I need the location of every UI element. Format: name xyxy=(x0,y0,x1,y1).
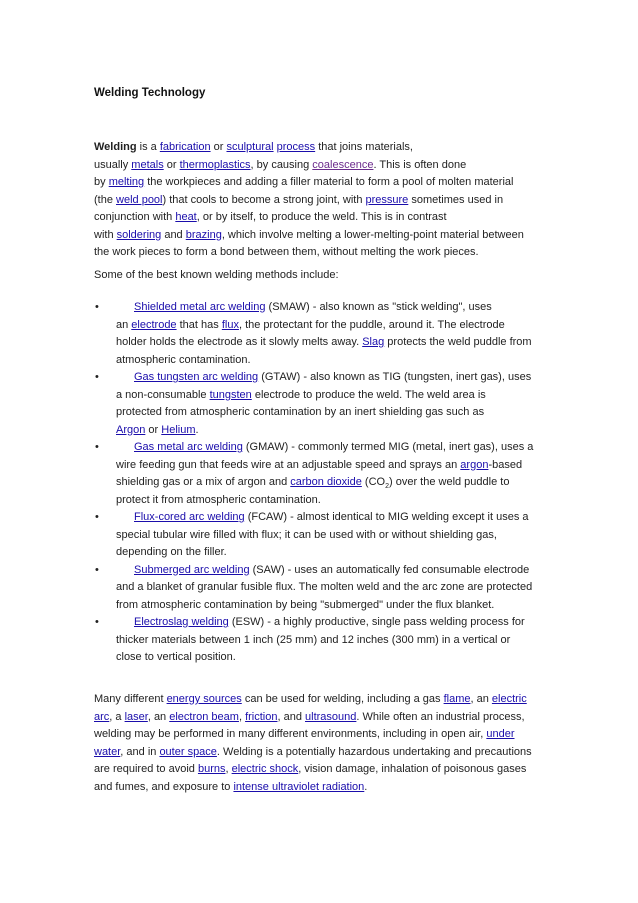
link-electrode[interactable]: electrode xyxy=(131,318,177,331)
bullet-icon: • xyxy=(95,616,99,628)
intro-paragraph xyxy=(94,139,554,262)
link-process[interactable]: process xyxy=(276,141,316,153)
text: ) over the weld puddle to xyxy=(388,476,510,488)
text: close to vertical position. xyxy=(116,651,236,663)
text: (the xyxy=(94,193,117,206)
bullet-icon: • xyxy=(95,441,99,453)
link-gtaw[interactable]: Gas tungsten arc welding xyxy=(134,371,259,383)
text: usually xyxy=(94,158,132,171)
link-gmaw[interactable]: Gas metal arc welding xyxy=(134,441,243,453)
link-flame[interactable]: flame xyxy=(443,693,471,705)
text: an xyxy=(116,318,132,331)
link-brazing[interactable]: brazing xyxy=(185,228,222,241)
text: ) that cools to become a strong joint, with xyxy=(162,193,366,206)
link-coalescence[interactable]: coalescence xyxy=(312,158,374,171)
text: , the protectant for the puddle, around it. The electrode xyxy=(238,318,505,331)
text: electrode to produce the weld. The weld area is xyxy=(251,388,486,401)
text: atmospheric contamination. xyxy=(116,353,251,366)
link-fcaw[interactable]: Flux-cored arc welding xyxy=(134,511,245,523)
methods-intro xyxy=(94,267,554,285)
link-thermoplastics[interactable]: thermoplastics xyxy=(179,158,251,171)
link-argon-based[interactable]: argon xyxy=(460,458,489,471)
link-friction[interactable]: friction xyxy=(245,710,278,723)
text: and fumes, and exposure to xyxy=(94,780,234,793)
link-laser[interactable]: laser xyxy=(124,710,148,723)
text: , which involve melting a lower-melting-point material between xyxy=(221,228,524,241)
link-argon[interactable]: Argon xyxy=(116,423,146,436)
link-electric-shock[interactable]: electric shock xyxy=(231,763,299,775)
text: from atmospheric contamination by being "submerged" under the flux blanket. xyxy=(116,598,495,611)
link-electron-beam[interactable]: electron beam xyxy=(169,710,239,723)
link-metals[interactable]: metals xyxy=(131,158,164,171)
term-welding: Welding xyxy=(94,141,137,153)
link-water[interactable]: water xyxy=(94,745,121,758)
text: with xyxy=(94,228,117,241)
text: thicker materials between 1 inch (25 mm) and 12 inches (300 mm) in a vertical or xyxy=(116,633,511,646)
text: depending on the filler. xyxy=(116,546,227,558)
text: welding may be performed in many different environments, including in open air, xyxy=(94,728,487,740)
list-item-esw xyxy=(94,614,554,667)
text: wire feeding gun that feeds wire at an adjustable speed and sprays an xyxy=(116,458,461,471)
text: sometimes used in xyxy=(408,193,504,206)
text: (FCAW) - almost identical to MIG welding except it uses a xyxy=(244,511,529,523)
list-item-gtaw xyxy=(94,369,554,439)
link-tungsten[interactable]: tungsten xyxy=(209,388,252,401)
link-outer-space[interactable]: outer space xyxy=(159,745,217,758)
page-title: Welding Technology xyxy=(94,87,206,99)
bullet-icon: • xyxy=(95,371,99,383)
text: , or by itself, to produce the weld. This is in contrast xyxy=(196,211,447,223)
list-item-smaw xyxy=(94,299,554,369)
text: special tubular wire filled with flux; it can be used with or without shielding gas, xyxy=(116,528,497,541)
link-electric[interactable]: electric xyxy=(491,693,527,705)
text: by xyxy=(94,176,109,188)
methods-intro-text: Some of the best known welding methods include: xyxy=(94,269,339,281)
text: a non-consumable xyxy=(116,388,210,401)
text: can be used for welding, including a gas xyxy=(241,693,444,705)
text: or xyxy=(210,141,227,153)
text: (SMAW) - also known as "stick welding", uses xyxy=(265,301,492,313)
link-slag[interactable]: Slag xyxy=(362,336,385,348)
link-carbon-dioxide[interactable]: carbon dioxide xyxy=(290,476,362,488)
link-pressure[interactable]: pressure xyxy=(365,193,409,206)
bullet-icon: • xyxy=(95,563,99,576)
text: , by causing xyxy=(250,158,313,171)
text: . This is often done xyxy=(373,158,467,171)
text: and xyxy=(161,228,186,241)
link-saw[interactable]: Submerged arc welding xyxy=(134,563,250,576)
text: . Welding is a potentially hazardous undertaking and precautions xyxy=(216,745,532,758)
text: or xyxy=(163,158,180,171)
text: Many different xyxy=(94,693,167,705)
subscript: 2 xyxy=(385,483,389,491)
text: , an xyxy=(147,710,170,723)
text: the work pieces to form a bond between them, without melting the work pieces. xyxy=(94,246,479,258)
text: that joins materials, xyxy=(315,141,413,153)
text: (GMAW) - commonly termed MIG (metal, inert gas), uses a xyxy=(242,441,534,453)
link-arc[interactable]: arc xyxy=(94,710,110,723)
text: . xyxy=(364,780,368,793)
text: (CO xyxy=(361,476,386,488)
text: , a xyxy=(109,710,125,723)
link-burns[interactable]: burns xyxy=(197,763,226,775)
text: that has xyxy=(176,318,222,331)
link-flux[interactable]: flux xyxy=(221,318,239,331)
link-energy-sources[interactable]: energy sources xyxy=(166,693,242,705)
text: , xyxy=(238,710,246,723)
text: , xyxy=(225,763,232,775)
link-heat[interactable]: heat xyxy=(175,211,197,223)
text: -based xyxy=(488,458,523,471)
text: is a xyxy=(136,141,160,153)
text: , and xyxy=(277,710,306,723)
link-helium[interactable]: Helium xyxy=(161,423,196,436)
text: the workpieces and adding a filler material to form a pool of molten material xyxy=(144,176,514,188)
link-under[interactable]: under xyxy=(486,728,515,740)
closing-paragraph xyxy=(94,691,554,796)
bullet-icon: • xyxy=(95,301,99,313)
text: , vision damage, inhalation of poisonous gases xyxy=(298,763,527,775)
text: protects the weld puddle from xyxy=(384,336,532,348)
link-ultrasound[interactable]: ultrasound xyxy=(305,710,357,723)
text: . While often an industrial process, xyxy=(356,710,525,723)
bullet-icon: • xyxy=(95,511,99,523)
link-smaw[interactable]: Shielded metal arc welding xyxy=(134,301,266,313)
text: are required to avoid xyxy=(94,763,198,775)
text: , an xyxy=(470,693,492,705)
text: holder holds the electrode as it slowly melts away. xyxy=(116,336,363,348)
text: shielding gas or a mix of argon and xyxy=(116,476,291,488)
list-item-gmaw xyxy=(94,439,554,509)
text: (ESW) - a highly productive, single pass welding process for xyxy=(228,616,525,628)
link-soldering[interactable]: soldering xyxy=(116,228,162,241)
link-fabrication[interactable]: fabrication xyxy=(159,141,211,153)
link-sculptural[interactable]: sculptural xyxy=(226,141,274,153)
welding-methods-list xyxy=(94,299,554,667)
list-item-fcaw xyxy=(94,509,554,562)
link-melting[interactable]: melting xyxy=(108,176,145,188)
text: , and in xyxy=(120,745,160,758)
text: protected from atmospheric contamination by an inert shielding gas such as xyxy=(116,406,485,418)
text: or xyxy=(145,423,162,436)
text: (SAW) - uses an automatically fed consumable electrode xyxy=(249,563,530,576)
list-item-saw xyxy=(94,562,554,615)
link-weld-pool[interactable]: weld pool xyxy=(116,193,163,206)
text: and a blanket of granular fusible flux. The molten weld and the arc zone are protected xyxy=(116,581,533,593)
text: protect it from atmospheric contamination. xyxy=(116,493,321,506)
link-uv-radiation[interactable]: intense ultraviolet radiation xyxy=(233,780,365,793)
link-esw[interactable]: Electroslag welding xyxy=(134,616,229,628)
text: (GTAW) - also known as TIG (tungsten, inert gas), uses xyxy=(258,371,532,383)
text: conjunction with xyxy=(94,211,176,223)
text: . xyxy=(195,423,199,436)
